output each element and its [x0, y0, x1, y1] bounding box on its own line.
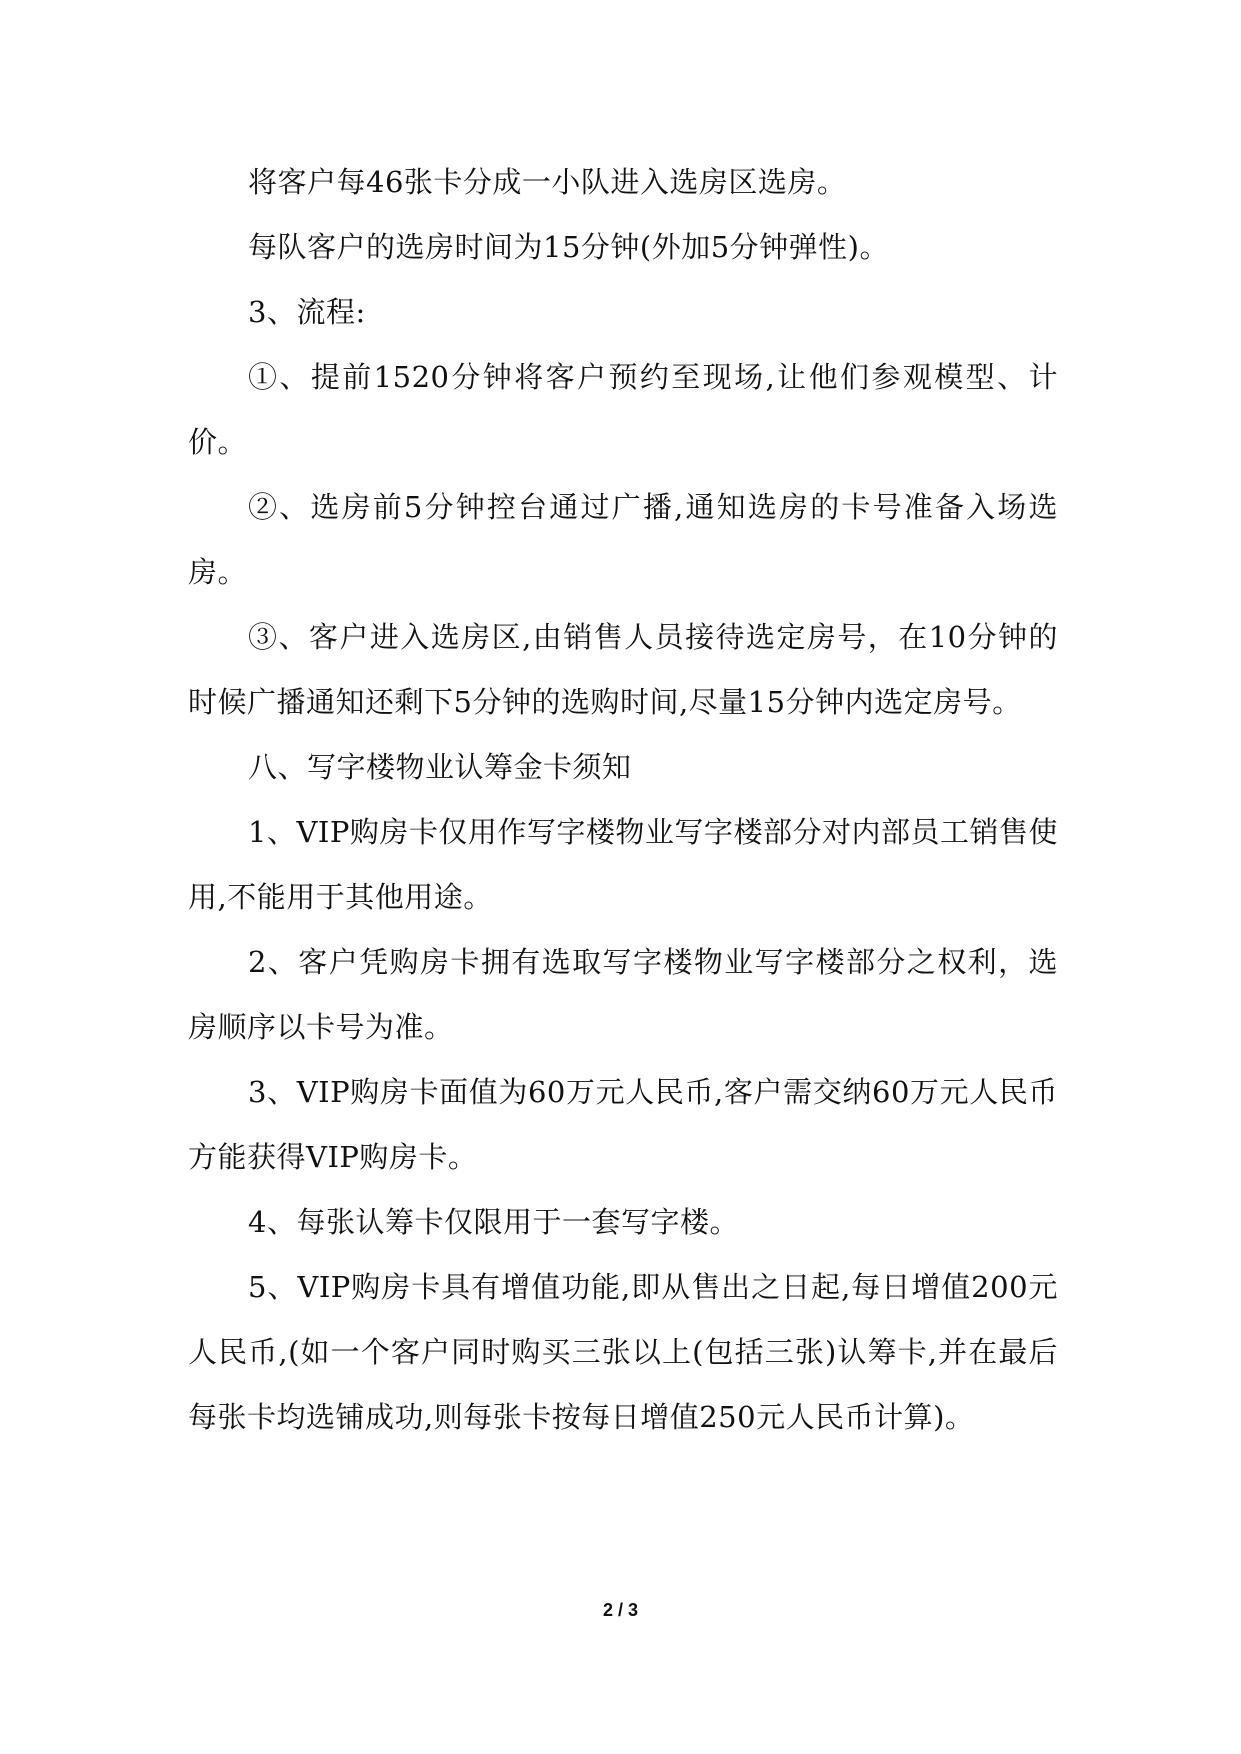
paragraph-rule-3: 3、VIP购房卡面值为60万元人民币,客户需交纳60万元人民币方能获得VIP购房卡。	[188, 1075, 1058, 1174]
paragraph-rule-4: 4、每张认筹卡仅限用于一套写字楼。	[248, 1205, 739, 1239]
paragraph-step-2: ②、选房前5分钟控台通过广播,通知选房的卡号准备入场选房。	[188, 490, 1058, 589]
paragraph-process-heading: 3、流程:	[248, 295, 366, 329]
paragraph-step-1: ①、提前1520分钟将客户预约至现场,让他们参观模型、计价。	[188, 360, 1058, 459]
paragraph-rule-1: 1、VIP购房卡仅用作写字楼物业写字楼部分对内部员工销售使用,不能用于其他用途。	[188, 815, 1058, 914]
section-heading-vip-card-notice: 八、写字楼物业认筹金卡须知	[248, 750, 632, 784]
paragraph-selection-time: 每队客户的选房时间为15分钟(外加5分钟弹性)。	[248, 230, 889, 264]
paragraph-step-3: ③、客户进入选房区,由销售人员接待选定房号，在10分钟的时候广播通知还剩下5分钟的选购时间,尽量15分钟内选定房号。	[188, 620, 1058, 719]
document-body	[188, 150, 1058, 1450]
paragraph-queue-split: 将客户每46张卡分成一小队进入选房区选房。	[248, 165, 847, 199]
paragraph-rule-5: 5、VIP购房卡具有增值功能,即从售出之日起,每日增值200元人民币,(如一个客户同时购买三张以上(包括三张)认筹卡,并在最后每张卡均选铺成功,则每张卡按每日增值250元人民币计算)。	[188, 1270, 1058, 1434]
paragraph-rule-2: 2、客户凭购房卡拥有选取写字楼物业写字楼部分之权利，选房顺序以卡号为准。	[188, 945, 1058, 1044]
page-number: 2 / 3	[602, 1600, 639, 1620]
